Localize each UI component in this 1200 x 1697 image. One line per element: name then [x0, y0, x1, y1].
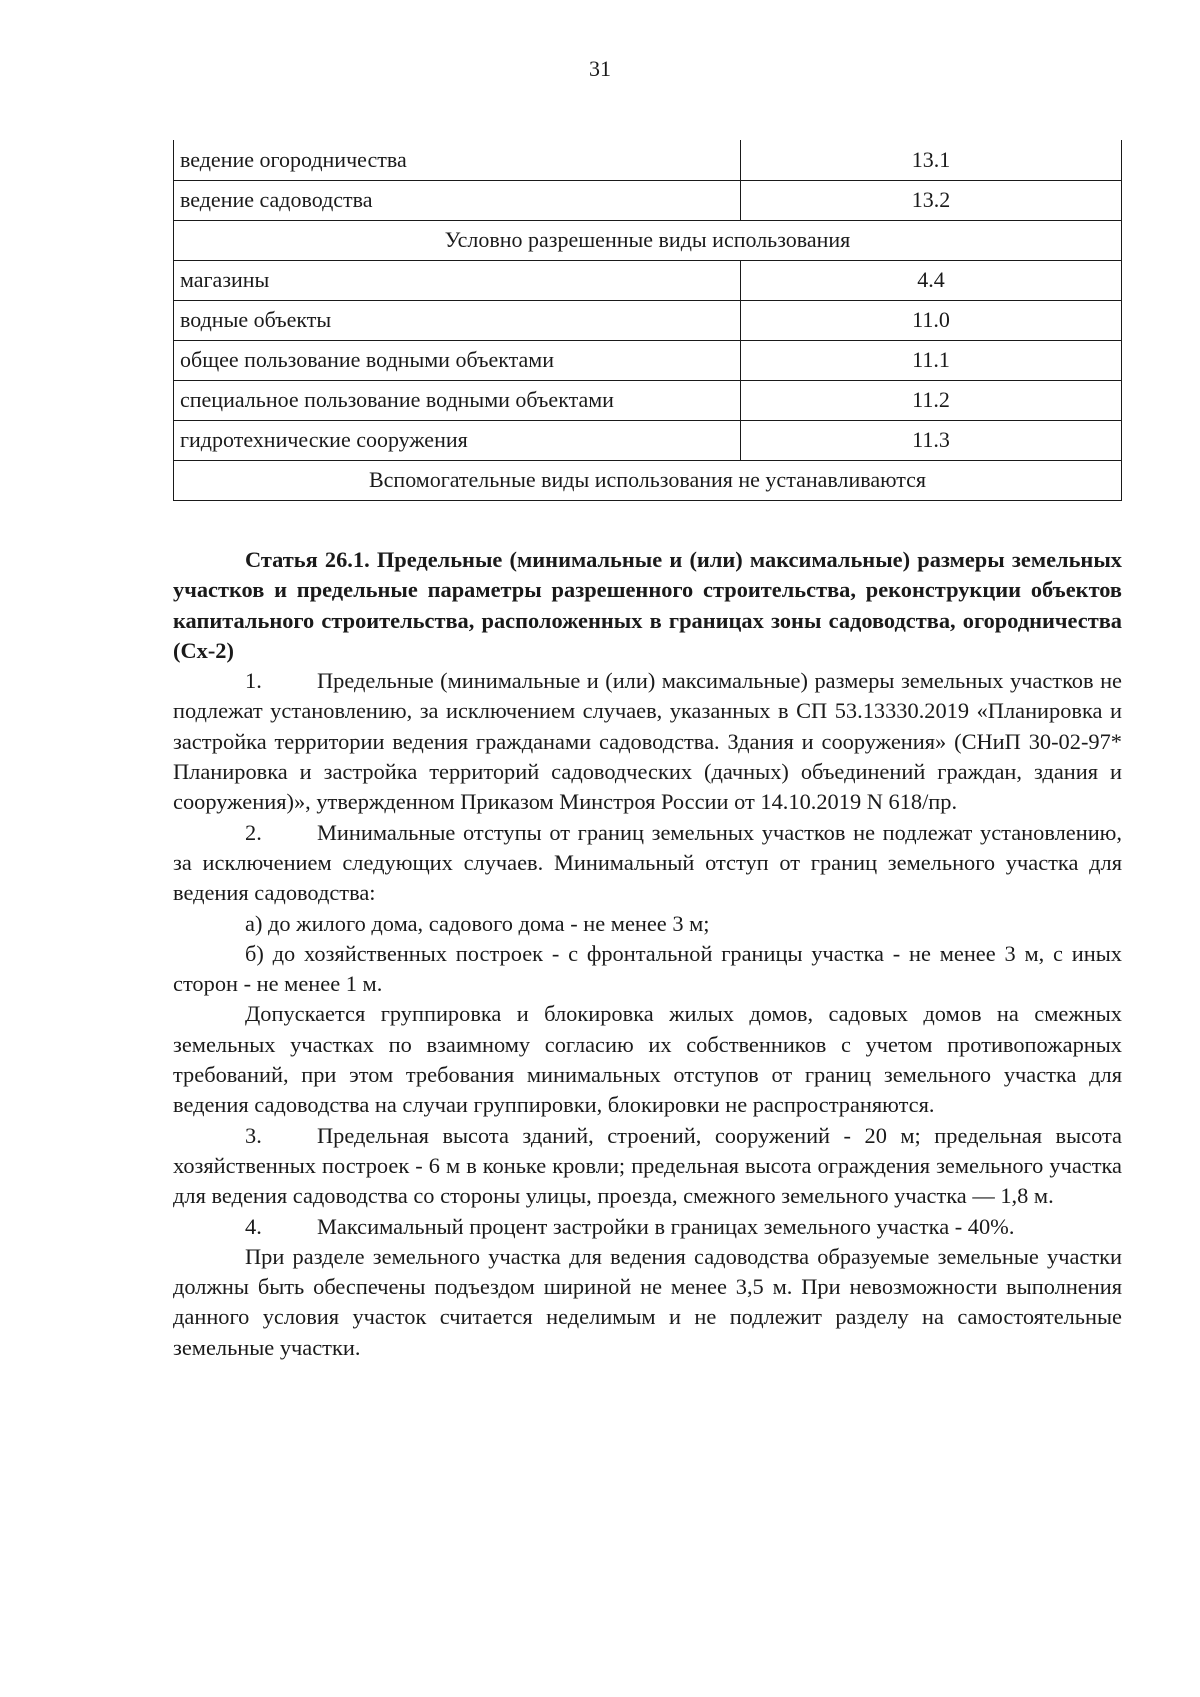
- numbered-paragraph: [173, 666, 1122, 817]
- use-name: ведение садоводства: [174, 180, 741, 220]
- paragraph-number: 1.: [245, 668, 262, 694]
- use-code: 13.2: [741, 180, 1122, 220]
- numbered-paragraph: [173, 818, 1122, 909]
- page-number: 31: [589, 56, 611, 81]
- table-row: [174, 140, 1122, 180]
- use-name: специальное пользование водными объектами: [174, 380, 741, 420]
- paragraph: б) до хозяйственных построек - с фронтальной границы участка - не менее 3 м, с иных сторон - не менее 1 м.: [173, 940, 1122, 997]
- paragraph: а) до жилого дома, садового дома - не менее 3 м;: [245, 910, 710, 936]
- use-name: водные объекты: [174, 300, 741, 340]
- use-name: ведение огородничества: [174, 140, 741, 180]
- paragraph-number: 2.: [245, 819, 262, 845]
- article-section: [173, 545, 1122, 1363]
- table-row: [174, 380, 1122, 420]
- land-use-table: [173, 140, 1122, 501]
- table-row: [174, 340, 1122, 380]
- use-code: 11.2: [741, 380, 1122, 420]
- paragraph-text: Предельная высота зданий, строений, сооружений - 20 м; предельная высота хозяйственных построек - 6 м в коньке кровли; предельная высота ограждения земельного участка для ведения садоводства со стороны улицы, проезда, смежного земельного участка — 1,8 м.: [173, 1122, 1122, 1209]
- use-name: магазины: [174, 260, 741, 300]
- paragraph-number: 4.: [245, 1213, 262, 1239]
- paragraph: При разделе земельного участка для ведения садоводства образуемые земельные участки должны быть обеспечены подъездом шириной не менее 3,5 м. При невозможности выполнения данного условия участок считается неделимым и не подлежит разделу на самостоятельные земельные участки.: [173, 1243, 1122, 1360]
- use-code: 11.3: [741, 420, 1122, 460]
- article-title: Статья 26.1. Предельные (минимальные и (или) максимальные) размеры земельных участков и предельные параметры разрешенного строительства, реконструкции объектов капитального строительства, расположенных в границах зоны садоводства, огородничества (Сх-2): [173, 547, 1122, 663]
- table-row: [174, 300, 1122, 340]
- table-section-heading: [174, 220, 1122, 260]
- use-code: 11.0: [741, 300, 1122, 340]
- section-heading-text: Вспомогательные виды использования не устанавливаются: [174, 460, 1122, 500]
- table-row: [174, 420, 1122, 460]
- paragraph-text: Предельные (минимальные и (или) максимальные) размеры земельных участков не подлежат установлению, за исключением случаев, указанных в СП 53.13330.2019 «Планировка и застройка территории ведения гражданами садоводства. Здания и сооружения» (СНиП 30-02-97* Планировка и застройка территорий садоводческих (дачных) объединений граждан, здания и сооружения)», утвержденном Приказом Минстроя России от 14.10.2019 N 618/пр.: [173, 668, 1122, 815]
- section-heading-text: Условно разрешенные виды использования: [174, 220, 1122, 260]
- table-row: [174, 260, 1122, 300]
- paragraph-text: Минимальные отступы от границ земельных участков не подлежат установлению, за исключением следующих случаев. Минимальный отступ от границ земельного участка для ведения садоводства:: [173, 819, 1122, 906]
- paragraph-text: Максимальный процент застройки в границах земельного участка - 40%.: [317, 1213, 1015, 1239]
- paragraph-number: 3.: [245, 1122, 262, 1148]
- numbered-paragraph: [173, 1212, 1122, 1242]
- use-code: 4.4: [741, 260, 1122, 300]
- table-section-heading: [174, 460, 1122, 500]
- table-row: [174, 180, 1122, 220]
- use-code: 11.1: [741, 340, 1122, 380]
- use-code: 13.1: [741, 140, 1122, 180]
- use-name: общее пользование водными объектами: [174, 340, 741, 380]
- numbered-paragraph: [173, 1121, 1122, 1212]
- paragraph: Допускается группировка и блокировка жилых домов, садовых домов на смежных земельных участках по взаимному согласию их собственников с учетом противопожарных требований, при этом требования минимальных отступов от границ земельного участка для ведения садоводства на случаи группировки, блокировки не распространяются.: [173, 1001, 1122, 1118]
- use-name: гидротехнические сооружения: [174, 420, 741, 460]
